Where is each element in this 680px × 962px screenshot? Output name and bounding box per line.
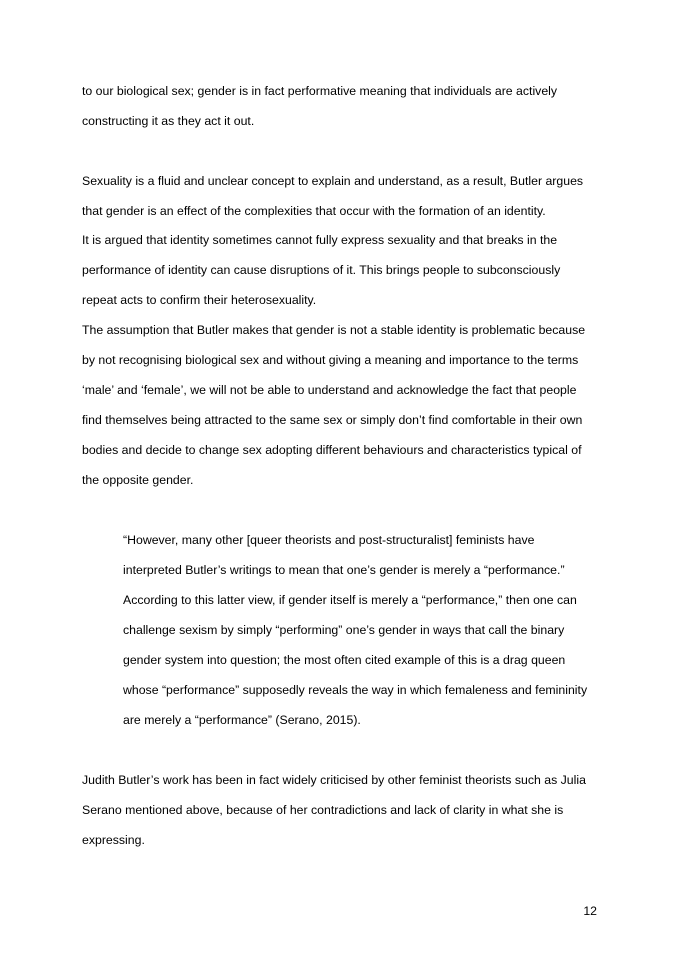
text-line: constructing it as they act it out. xyxy=(82,114,255,128)
text-line: that gender is an effect of the complexities that occur with the formation of an identity. xyxy=(82,204,546,218)
text-line: performance of identity can cause disruptions of it. This brings people to subconsciously xyxy=(82,263,561,277)
quote-line: gender system into question; the most often cited example of this is a drag queen xyxy=(123,653,566,667)
text-line: to our biological sex; gender is in fact performative meaning that individuals are actively xyxy=(82,84,558,98)
quote-line: According to this latter view, if gender itself is merely a “performance,” then one can xyxy=(123,593,577,607)
text-line: by not recognising biological sex and without giving a meaning and importance to the terms xyxy=(82,353,579,367)
text-line: The assumption that Butler makes that gender is not a stable identity is problematic because xyxy=(82,323,586,337)
text-line: repeat acts to confirm their heterosexuality. xyxy=(82,293,317,307)
text-line: Judith Butler’s work has been in fact widely criticised by other feminist theorists such as Julia xyxy=(82,773,586,787)
text-line: It is argued that identity sometimes cannot fully express sexuality and that breaks in the xyxy=(82,233,558,247)
text-line: bodies and decide to change sex adopting different behaviours and characteristics typical of xyxy=(82,443,582,457)
page-number: 12 xyxy=(583,904,597,918)
quote-line: whose “performance” supposedly reveals the way in which femaleness and femininity xyxy=(123,683,588,697)
quote-line: are merely a “performance” (Serano, 2015). xyxy=(123,713,361,727)
text-line: find themselves being attracted to the same sex or simply don’t find comfortable in their own xyxy=(82,413,583,427)
text-line: ‘male’ and ‘female’, we will not be able to understand and acknowledge the fact that people xyxy=(82,383,577,397)
text-line: expressing. xyxy=(82,833,145,847)
text-line: Sexuality is a fluid and unclear concept to explain and understand, as a result, Butler argues xyxy=(82,174,584,188)
quote-line: challenge sexism by simply “performing” one’s gender in ways that call the binary xyxy=(123,623,565,637)
quote-line: interpreted Butler’s writings to mean that one’s gender is merely a “performance.” xyxy=(123,563,565,577)
text-line: Serano mentioned above, because of her contradictions and lack of clarity in what she is xyxy=(82,803,564,817)
text-line: the opposite gender. xyxy=(82,473,194,487)
quote-line: “However, many other [queer theorists and post-structuralist] feminists have xyxy=(123,533,535,547)
